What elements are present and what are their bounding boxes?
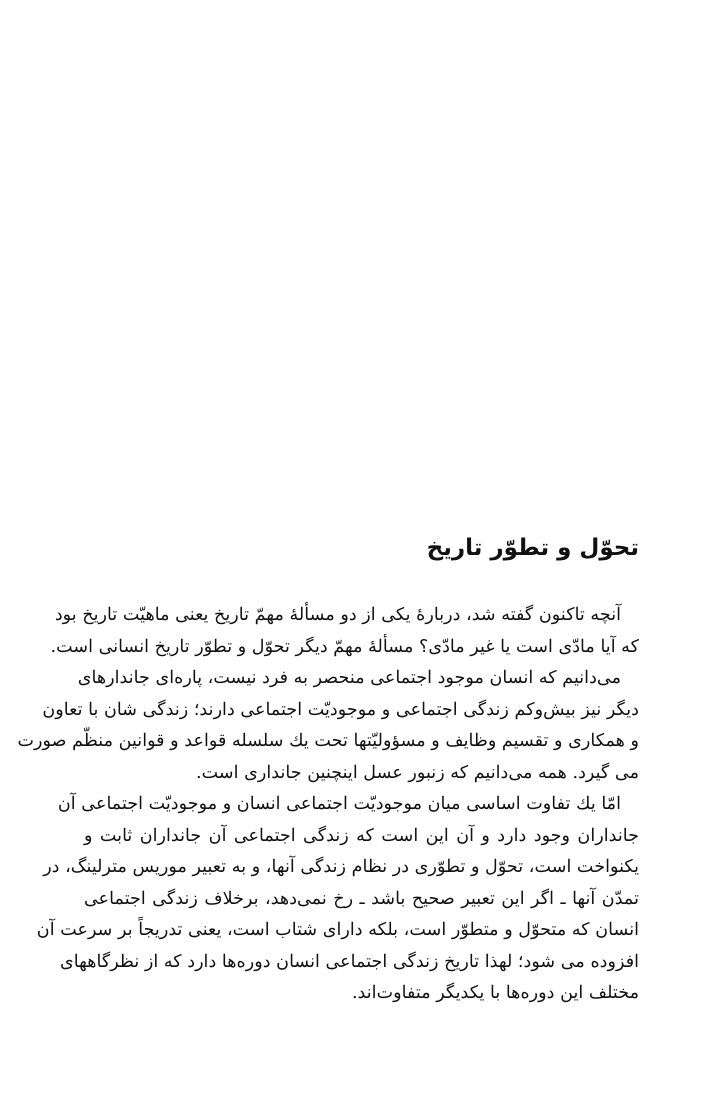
text-line: كه آيا مادّى است يا غير مادّى؟ مسألهٔ مهمّ ديگر تحوّل و تطوّر تاريخ انسانى است. [50,636,639,657]
text-line: آنچه تاكنون گفته شد، دربارهٔ يكى از دو مسألهٔ مهمّ تاريخ يعنى ماهيّت تاريخ بود [54,605,621,625]
text-line: جانداران وجود دارد و آن اين است كه زندگى اجتماعى آن جانداران ثابت و [84,825,639,846]
text-line: تمدّن آنها ـ اگر اين تعبير صحيح باشد ـ رخ نمى‌دهد، برخلاف زندگى اجتماعى [84,888,639,909]
body-text [17,600,639,1010]
text-line: مختلف اين دوره‌ها با يكديگر متفاوت‌اند. [351,983,639,1003]
text-line: امّا يك تفاوت اساسى ميان موجوديّت اجتماعى انسان و موجوديّت اجتماعى آن [57,794,621,814]
text-line: انسان كه متحوّل و متطوّر است، بلكه داراى شتاب است، يعنى تدريجاً بر سرعت آن [36,920,639,940]
text-line: مى‌دانيم كه انسان موجود اجتماعى منحصر به فرد نيست، پاره‌اى جاندارهاى [77,668,621,688]
text-line: و همكارى و تقسيم وظايف و مسؤوليّتها تحت يك سلسله قواعد و قوانين منظّم صورت [17,731,639,751]
section-heading: تحوّل و تطوّر تاريخ [426,535,639,561]
text-line: ديگر نيز بيش‌وكم زندگى اجتماعى و موجوديّت اجتماعى دارند؛ زندگى شان با تعاون [42,699,639,720]
text-line: افزوده مى شود؛ لهذا تاريخ زندگى اجتماعى انسان دوره‌ها دارد كه از نظرگاههاى [59,951,639,972]
text-line: مى گيرد. همه مى‌دانيم كه زنبور عسل اينچنين جاندارى است. [196,762,639,783]
text-line: يكنواخت است، تحوّل و تطوّرى در نظام زندگى آنها، و به تعبير موريس مترلينگ، در [43,857,639,877]
